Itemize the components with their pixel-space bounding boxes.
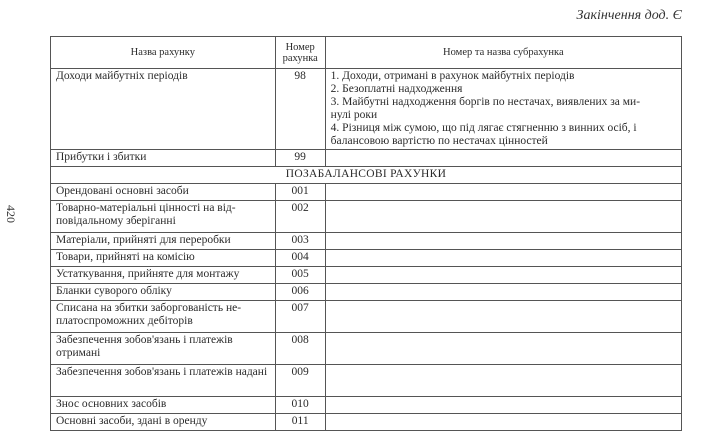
- account-number-cell: 001: [275, 184, 325, 201]
- table-header-row: [51, 37, 682, 69]
- table-row: [51, 333, 682, 365]
- table-row: [51, 397, 682, 414]
- table-row: [51, 201, 682, 233]
- table-row: [51, 284, 682, 301]
- section-title: ПОЗАБАЛАНСОВІ РАХУНКИ: [51, 167, 682, 184]
- account-number-cell: 98: [275, 69, 325, 150]
- page-number: 420: [4, 205, 18, 223]
- account-name-cell: Бланки суворого обліку: [51, 284, 276, 301]
- subaccount-cell: [325, 301, 681, 333]
- appendix-caption: Закінчення дод. Є: [576, 8, 682, 23]
- account-name-cell: Матеріали, прийняті для переробки: [51, 233, 276, 250]
- account-number-cell: 006: [275, 284, 325, 301]
- header-account-number: Номер рахунка: [275, 37, 325, 69]
- account-name-cell: Устаткування, прийняте для монтажу: [51, 267, 276, 284]
- subaccount-cell: [325, 267, 681, 284]
- account-number-cell: 002: [275, 201, 325, 233]
- table-row: [51, 184, 682, 201]
- account-number-cell: 011: [275, 414, 325, 431]
- subaccount-cell: [325, 284, 681, 301]
- subaccount-cell: [325, 69, 681, 150]
- subaccount-cell: [325, 414, 681, 431]
- header-account-name: Назва рахунку: [51, 37, 276, 69]
- subaccount-cell: [325, 397, 681, 414]
- table-row: [51, 301, 682, 333]
- subaccount-cell: [325, 150, 681, 167]
- accounts-table: [50, 36, 682, 431]
- table-row: [51, 69, 682, 150]
- table-row: [51, 414, 682, 431]
- subaccount-line: 1. Доходи, отримані в рахунок майбутніх періодів: [330, 70, 575, 82]
- account-number-cell: 99: [275, 150, 325, 167]
- account-number-cell: 010: [275, 397, 325, 414]
- account-name-cell: Доходи майбутніх періодів: [51, 69, 276, 150]
- account-number-cell: 009: [275, 365, 325, 397]
- subaccount-cell: [325, 365, 681, 397]
- table-row: [51, 233, 682, 250]
- section-row: [51, 167, 682, 184]
- table-row: [51, 250, 682, 267]
- account-name-cell: Забезпечення зобов'язань і платежів отримані: [51, 333, 276, 365]
- table-row: [51, 150, 682, 167]
- subaccount-cell: [325, 184, 681, 201]
- subaccount-cell: [325, 333, 681, 365]
- account-number-cell: 008: [275, 333, 325, 365]
- table-row: [51, 365, 682, 397]
- subaccount-line: нулі роки: [330, 109, 378, 121]
- account-name-cell: Основні засоби, здані в оренду: [51, 414, 276, 431]
- account-name-cell: Товарно-матеріальні цінності на від-повідальному зберіганні: [51, 201, 276, 233]
- header-subaccount: Номер та назва субрахунка: [325, 37, 681, 69]
- account-number-cell: 004: [275, 250, 325, 267]
- account-name-cell: Прибутки і збитки: [51, 150, 276, 167]
- account-number-cell: 005: [275, 267, 325, 284]
- account-name-cell: Орендовані основні засоби: [51, 184, 276, 201]
- subaccount-line: 2. Безоплатні надходження: [330, 83, 463, 95]
- account-name-cell: Товари, прийняті на комісію: [51, 250, 276, 267]
- subaccount-line: 4. Різниця між сумою, що під лягає стягненню з винних осіб, і: [330, 122, 637, 134]
- subaccount-cell: [325, 201, 681, 233]
- account-name-cell: Знос основних засобів: [51, 397, 276, 414]
- account-number-cell: 003: [275, 233, 325, 250]
- subaccount-cell: [325, 233, 681, 250]
- subaccount-line: балансовою вартістю по нестачах цінностей: [330, 135, 548, 147]
- account-name-cell: Забезпечення зобов'язань і платежів надані: [51, 365, 276, 397]
- account-number-cell: 007: [275, 301, 325, 333]
- subaccount-line: 3. Майбутні надходження боргів по нестачах, виявлених за ми-: [330, 96, 641, 108]
- subaccount-cell: [325, 250, 681, 267]
- table-row: [51, 267, 682, 284]
- account-name-cell: Списана на збитки заборгованість не-платоспроможних дебіторів: [51, 301, 276, 333]
